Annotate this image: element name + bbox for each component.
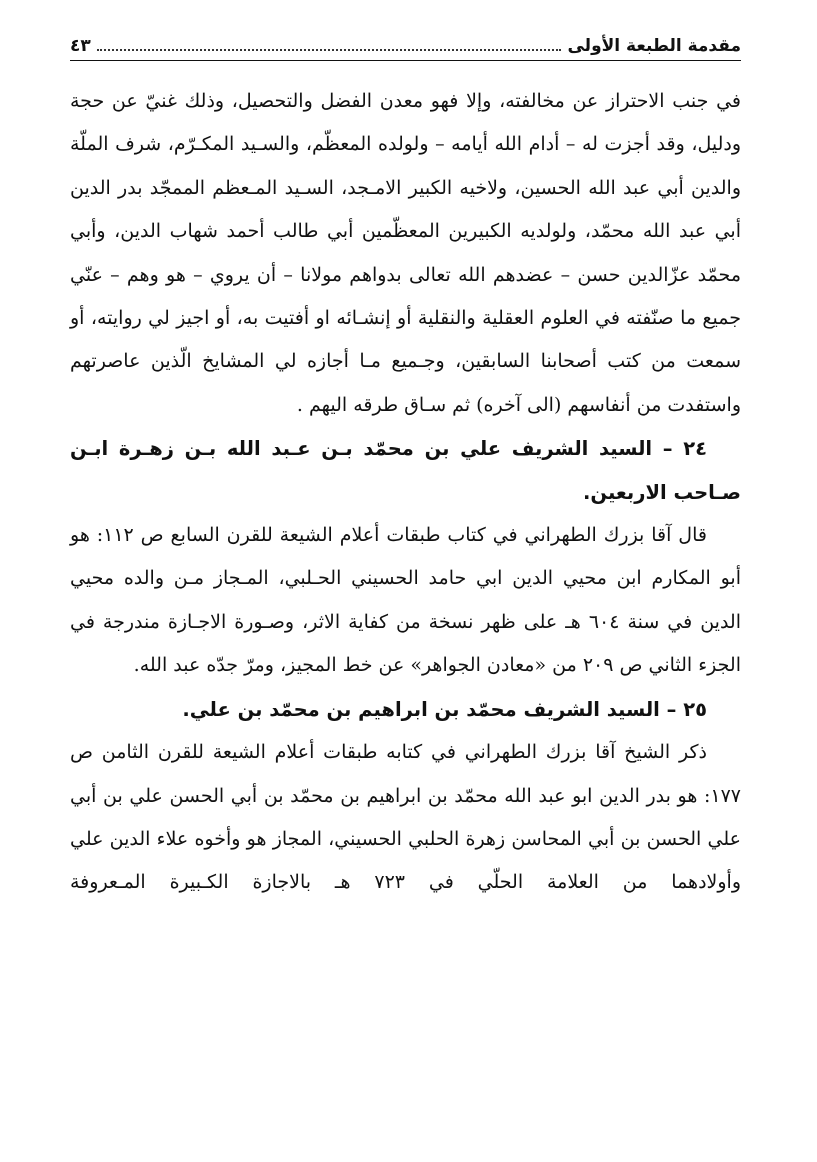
page-header <box>70 26 741 61</box>
paragraph-1: في جنب الاحتراز عن مخالفته، وإلا فهو معدن الفضل والتحصيل، وذلك غنيّ عن حجة ودليل، وقد أجزت له – أدام الله أيامه – ولولده المعظّم، والسـيد المكـرّم، شرف الملّة والدين أبي عبد الله الحسين، ولاخيه الكبير الامـجد، السـيد المـعظم الممجّد بدر الدين أبي عبد الله محمّد، ولولديه الكبيرين المعظّمين أبي طالب أحمد شهاب الدين، وأبي محمّد عزّالدين حسن – عضدهم الله تعالى بدواهم مولانا – أن يروي – هو وهم – عنّي جميع ما صنّفته في العلوم العقلية والنقلية أو إنشـائه او أفتيت به، أو اجيز لي روايته، أو سمعت من كتب أصحابنا السابقين، وجـميع مـا أجازه لي المشايخ الّذين عاصرتهم واستفدت من أنفاسهم (الى آخره) ثم سـاق طرقه اليهم . <box>70 90 741 416</box>
paragraph-3: ذكر الشيخ آقا بزرك الطهراني في كتابه طبقات أعلام الشيعة للقرن الثامن ص ١٧٧: هو بدر الدين ابو عبد الله محمّد بن ابراهيم بن محمّد بن أبي الحسن علي بن أبي علي الحسن بن أبي المحاسن زهرة الحلبي الحسيني، المجاز هو وأخوه علاء الدين علي وأولادهما من العلامة الحلّي في ٧٢٣ هـ بالاجازة الكـبيرة المـعروفة <box>70 741 742 894</box>
entry-heading-25: ٢٥ – السيد الشريف محمّد بن ابراهيم بن محمّد بن علي. <box>182 697 707 721</box>
entry-heading-24: ٢٤ – السيد الشريف علي بن محمّد بـن عـبد الله بـن زهـرة ابـن صـاحب الاربعين. <box>70 437 741 504</box>
leader-dots <box>97 49 562 51</box>
running-title: مقدمة الطبعة الأولى <box>567 36 741 56</box>
paragraph-2: قال آقا بزرك الطهراني في كتاب طبقات أعلام الشيعة للقرن السابع ص ١١٢: هو أبو المكارم ابن محيي الدين ابي حامد الحسيني الحـلبي، المـجاز مـن والده محيي الدين في سنة ٦٠٤ هـ على ظهر نسخة من كفاية الاثر، وصـورة الاجـازة مندرجة في الجزء الثاني ص ٢٠٩ من «معادن الجواهر» عن خط المجيز، ومرّ جدّه عبد الله. <box>70 524 742 677</box>
page-number: ٤٣ <box>70 36 91 56</box>
page-body <box>70 80 741 905</box>
